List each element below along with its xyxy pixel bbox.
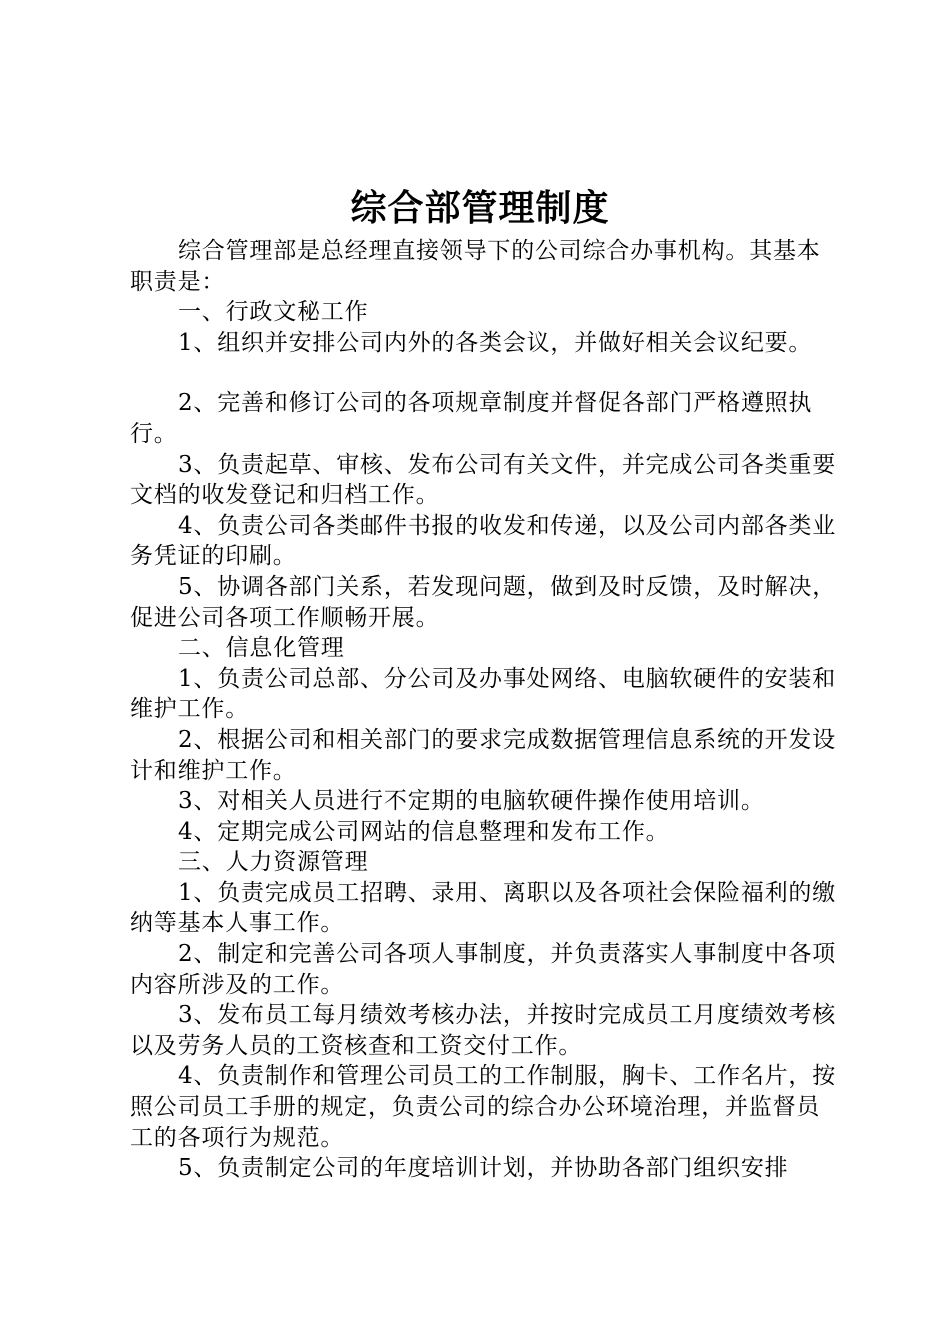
hr-item-2: 2、制定和完善公司各项人事制度，并负责落实人事制度中各项内容所涉及的工作。 [130,941,837,998]
document-title: 综合部管理制度 [350,187,610,229]
it-item-1: 1、负责公司总部、分公司及办事处网络、电脑软硬件的安装和维护工作。 [130,665,837,723]
it-item-4: 4、定期完成公司网站的信息整理和发布工作。 [178,818,670,845]
it-item-3: 3、对相关人员进行不定期的电脑软硬件操作使用培训。 [178,788,765,815]
intro-paragraph: 综合管理部是总经理直接领导下的公司综合办事机构。其基本职责是： [130,238,821,295]
admin-item-1: 1、组织并安排公司内外的各类会议，并做好相关会议纪要。 [178,329,813,356]
section-heading-it: 二、信息化管理 [178,635,345,662]
hr-item-4: 4、负责制作和管理公司员工的工作制服，胸卡、工作名片，按照公司员工手册的规定，负责公司的综合办公环境治理，并监督员工的各项行为规范。 [130,1063,837,1151]
admin-item-3: 3、负责起草、审核、发布公司有关文件，并完成公司各类重要文档的收发登记和归档工作。 [130,451,837,509]
hr-item-1: 1、负责完成员工招聘、录用、离职以及各项社会保险福利的缴纳等基本人事工作。 [130,879,837,937]
section-heading-admin: 一、行政文秘工作 [178,299,369,326]
section-heading-hr: 三、人力资源管理 [178,849,369,876]
hr-item-5: 5、负责制定公司的年度培训计划，并协助各部门组织安排 [178,1155,789,1182]
hr-item-3: 3、发布员工每月绩效考核办法，并按时完成员工月度绩效考核以及劳务人员的工资核查和工资交付工作。 [130,1002,837,1059]
admin-item-4: 4、负责公司各类邮件书报的收发和传递，以及公司内部各类业务凭证的印刷。 [130,512,837,570]
it-item-2: 2、根据公司和相关部门的要求完成数据管理信息系统的开发设计和维护工作。 [130,726,837,784]
admin-item-5: 5、协调各部门关系，若发现问题，做到及时反馈，及时解决，促进公司各项工作顺畅开展。 [130,573,837,631]
document-body [130,236,840,1184]
admin-item-2: 2、完善和修订公司的各项规章制度并督促各部门严格遵照执行。 [130,390,813,447]
